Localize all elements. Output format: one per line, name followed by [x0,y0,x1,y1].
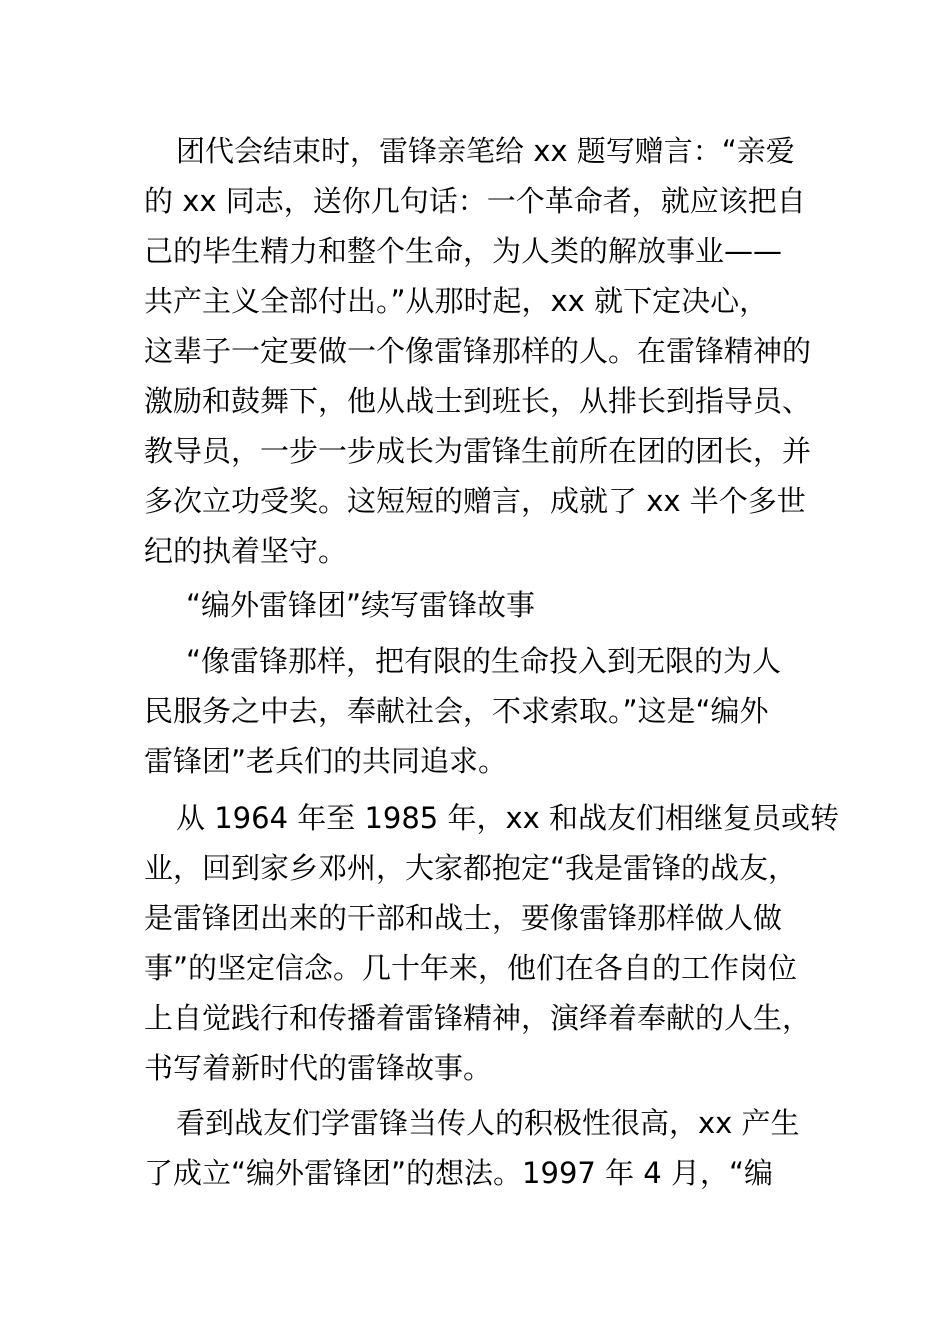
paragraph-5-line-2: 了成立“编外雷锋团”的想法。1997 年 4 月，“编 [144,1156,773,1190]
paragraph-1-line-5: 这辈子一定要做一个像雷锋那样的人。在雷锋精神的 [144,334,812,368]
paragraph-1-line-7: 教导员，一步一步成长为雷锋生前所在团的团长，并 [144,434,812,468]
paragraph-1-line-6: 激励和鼓舞下，他从战士到班长，从排长到指导员、 [144,384,812,418]
paragraph-3-line-3: 雷锋团”老兵们的共同追求。 [144,744,508,778]
paragraph-3-line-1: “像雷锋那样，把有限的生命投入到无限的为人 [186,644,782,678]
paragraph-4-line-2: 业，回到家乡邓州，大家都抱定“我是雷锋的战友， [144,851,798,885]
paragraph-4-line-1: 从 1964 年至 1985 年，xx 和战友们相继复员或转 [176,801,840,835]
paragraph-4-line-3: 是雷锋团出来的干部和战士，要像雷锋那样做人做 [144,901,783,935]
paragraph-1-line-3: 己的毕生精力和整个生命，为人类的解放事业—— [144,234,783,268]
paragraph-1-line-8: 多次立功受奖。这短短的赠言，成就了 xx 半个多世 [144,484,806,518]
paragraph-4-line-6: 书写着新时代的雷锋故事。 [144,1051,493,1085]
paragraph-1-line-9: 纪的执着坚守。 [144,534,348,568]
paragraph-1-line-1: 团代会结束时，雷锋亲笔给 xx 题写赠言：“亲爱 [176,134,795,168]
paragraph-3-line-2: 民服务之中去，奉献社会，不求索取。”这是“编外 [144,694,769,728]
section-heading: “编外雷锋团”续写雷锋故事 [186,588,536,622]
paragraph-1-line-2: 的 xx 同志，送你几句话：一个革命者，就应该把自 [144,184,806,218]
paragraph-4-line-4: 事”的坚定信念。几十年来，他们在各自的工作岗位 [144,951,798,985]
paragraph-5-line-1: 看到战友们学雷锋当传人的积极性很高，xx 产生 [176,1106,800,1140]
paragraph-4-line-5: 上自觉践行和传播着雷锋精神，演绎着奉献的人生， [144,1001,812,1035]
paragraph-1-line-4: 共产主义全部付出。”从那时起，xx 就下定决心， [144,284,769,318]
